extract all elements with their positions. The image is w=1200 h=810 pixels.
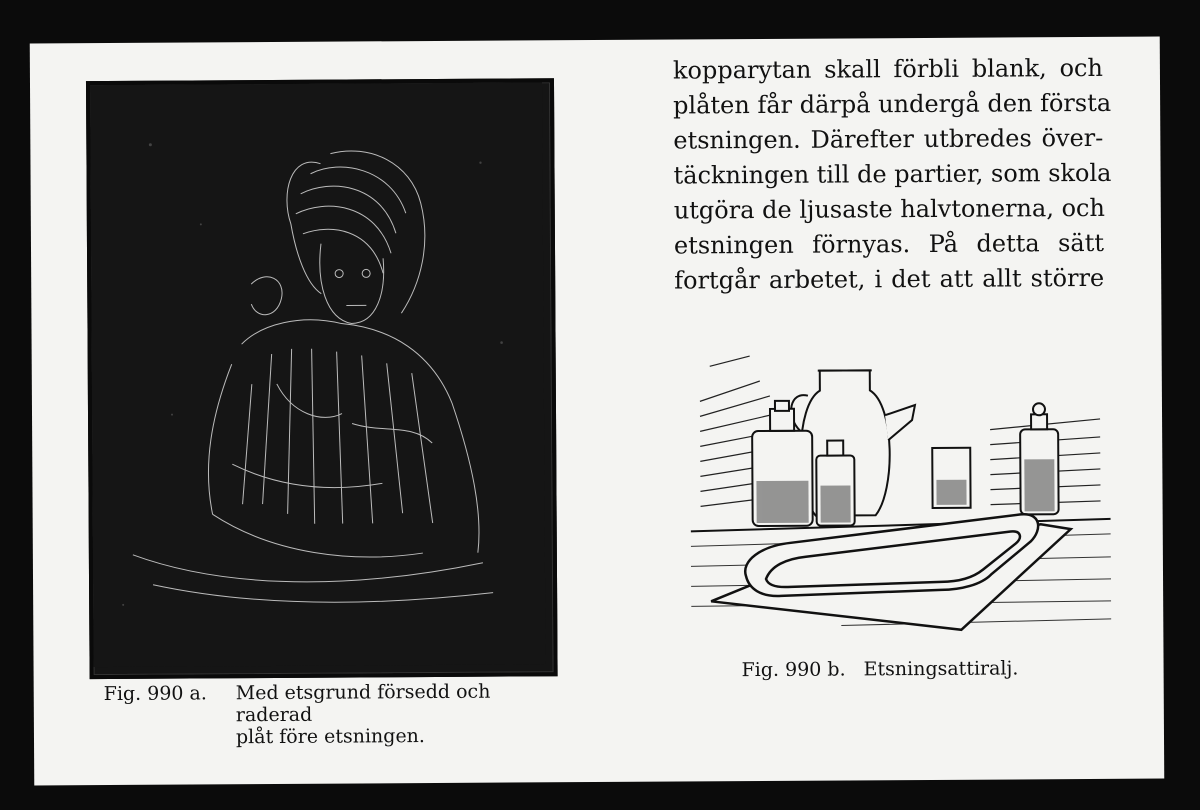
figure-a-caption-line2: plåt före etsningen. [235, 725, 426, 749]
body-text-line: etsningen. Därefter utbredes över- [673, 123, 1104, 155]
etched-portrait-illustration [90, 82, 546, 667]
etching-equipment-illustration [689, 319, 1111, 640]
body-text-line: utgöra de ljusaste halvtonerna, och [673, 193, 1105, 225]
body-text-line: kopparytan skall förbli blank, och [672, 53, 1103, 85]
figure-b-caption [742, 657, 1072, 681]
figure-a-caption [104, 680, 574, 749]
etching-equipment-figure [689, 319, 1111, 640]
body-text-line: plåten får därpå undergå den första [673, 88, 1112, 120]
figure-a-caption-line1: Med etsgrund försedd och raderad [235, 680, 491, 727]
slide-page [30, 37, 1165, 786]
etched-plate-figure [86, 78, 558, 679]
body-text-line: etsningen förnyas. På detta sätt [673, 228, 1105, 260]
body-text-line: täckningen till de partier, som skola [673, 158, 1112, 190]
figure-b-label: Fig. 990 b. [741, 658, 846, 682]
body-text-line: fortgår arbetet, i det att allt större [674, 263, 1105, 295]
figure-a-label: Fig. 990 a. [103, 682, 207, 706]
figure-b-caption-text: Etsningsattiralj. [863, 657, 1019, 681]
body-text [672, 51, 1112, 299]
